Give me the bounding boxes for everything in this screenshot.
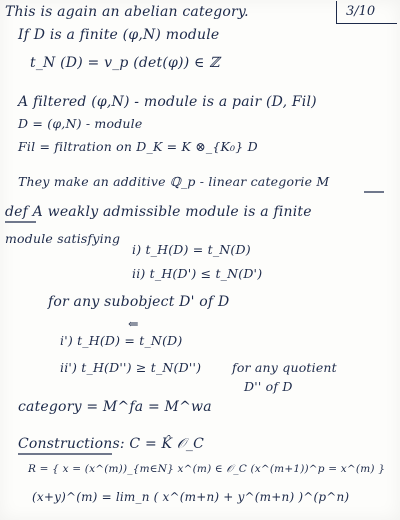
line-finite-module: If D is a finite (φ,N) module	[18, 27, 220, 43]
line-fil-definition: Fil = filtration on D_K = K ⊗_{K₀} D	[18, 139, 258, 154]
line-r-definition: R = { x = (x^(m))_{m∈N} x^(m) ∈ 𝒪_C (x^(m+1))^p = x^(m) }	[28, 463, 386, 475]
line-weakly-admissible-def: def A weakly admissible module is a finite	[5, 204, 312, 220]
equivalence-arrow: ⇐	[128, 316, 139, 331]
page-number-box	[336, 1, 397, 24]
condition-ii: ii) t_H(D') ≤ t_N(D')	[132, 266, 263, 281]
line-additive-category: They make an additive ℚ_p - linear categorie M	[18, 174, 330, 189]
line-quotient-of-d: D'' of D	[244, 379, 293, 394]
line-abelian-category: This is again an abelian category.	[5, 4, 249, 20]
line-tn-formula: t_N (D) = v_p (det(φ)) ∈ ℤ	[30, 55, 220, 71]
condition-ii-prime: ii') t_H(D'') ≥ t_N(D'')	[60, 360, 202, 375]
page-number: 3/10	[346, 4, 376, 19]
condition-i-prime: i') t_H(D) = t_N(D)	[60, 333, 183, 348]
line-sum-limit: (x+y)^(m) = lim_n ( x^(m+n) + y^(m+n) )^(p^n)	[32, 490, 350, 504]
line-for-any-quotient: for any quotient	[232, 360, 337, 375]
line-category-equality: category = M^fa = M^wa	[18, 399, 212, 415]
line-d-definition: D = (φ,N) - module	[18, 116, 143, 131]
line-module-satisfying: module satisfying	[5, 231, 121, 246]
line-constructions: Constructions: C = K̂ 𝒪_C	[18, 436, 205, 452]
line-for-any-subobject: for any subobject D' of D	[48, 294, 230, 310]
line-filtered-module-definition: A filtered (φ,N) - module is a pair (D, Fil)	[18, 94, 317, 110]
condition-i: i) t_H(D) = t_N(D)	[132, 242, 251, 257]
